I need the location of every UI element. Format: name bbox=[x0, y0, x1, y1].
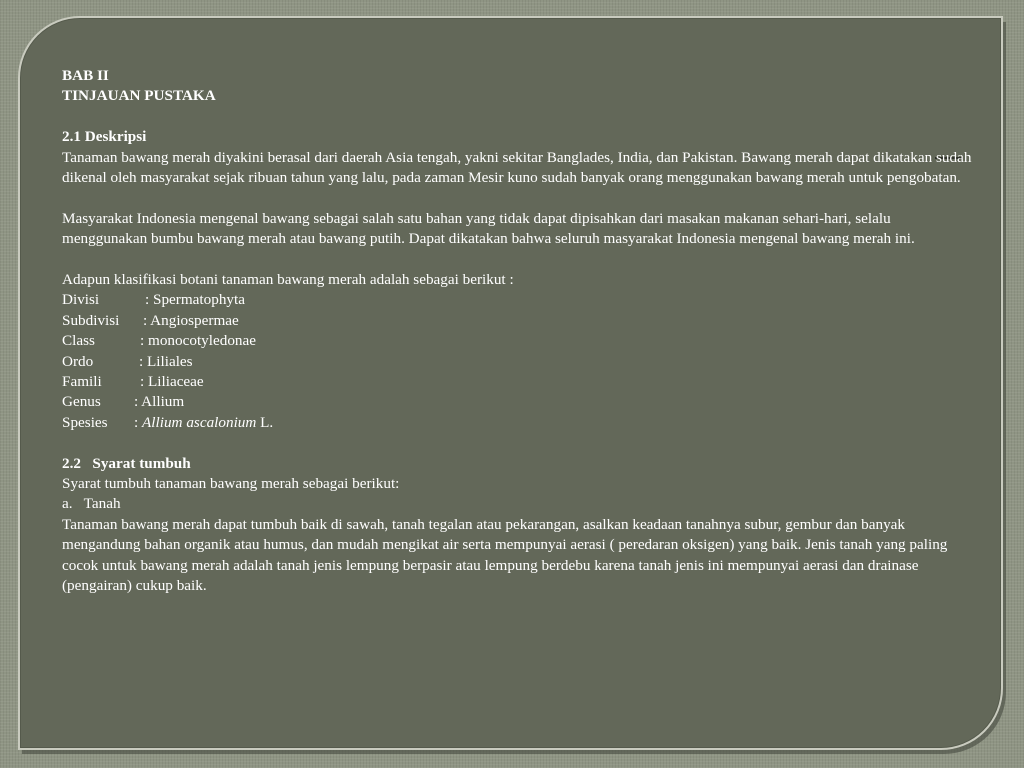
klasifikasi-label: Divisi bbox=[62, 291, 100, 309]
klasifikasi-row bbox=[62, 290, 972, 310]
spacer bbox=[62, 433, 972, 453]
spesies-name: Allium ascalonium bbox=[142, 413, 257, 431]
slide-content bbox=[62, 66, 972, 597]
klasifikasi-label: Genus bbox=[62, 393, 101, 411]
section-title-syarat: 2.2 Syarat tumbuh bbox=[62, 454, 191, 472]
klasifikasi-row bbox=[62, 352, 972, 372]
section-title-deskripsi: 2.1 Deskripsi bbox=[62, 128, 147, 146]
klasifikasi-row bbox=[62, 311, 972, 331]
klasifikasi-value: : Allium bbox=[134, 393, 185, 411]
klasifikasi-row bbox=[62, 331, 972, 351]
spacer bbox=[62, 107, 972, 127]
klasifikasi-label: Famili bbox=[62, 373, 102, 391]
spacer bbox=[62, 250, 972, 270]
spacer bbox=[62, 188, 972, 208]
chapter-title: TINJAUAN PUSTAKA bbox=[62, 87, 216, 105]
klasifikasi-label: Class bbox=[62, 332, 95, 350]
klasifikasi-label: Ordo bbox=[62, 352, 94, 370]
klasifikasi-value: : monocotyledonae bbox=[140, 332, 256, 350]
klasifikasi-value: : Spermatophyta bbox=[145, 291, 245, 309]
klasifikasi-value: : Liliaceae bbox=[140, 373, 204, 391]
klasifikasi-value: : Angiospermae bbox=[143, 311, 239, 329]
paragraph-tanah: Tanaman bawang merah dapat tumbuh baik di sawah, tanah tegalan atau pekarangan, asalkan keadaan tanahnya subur, gembur dan banyak mengandung bahan organik atau humus, dan mudah mengikat air serta mempunyai aerasi ( peredaran oksigen) yang baik. Jenis tanah yang paling cocok untuk bawang merah adalah tanah jenis lempung berpasir atau lempung berdebu karena tanah jenis ini mempunyai aerasi dan drainase (pengairan) cukup baik. bbox=[62, 515, 948, 595]
klasifikasi-row-spesies bbox=[62, 413, 972, 433]
paragraph-indonesia: Masyarakat Indonesia mengenal bawang sebagai salah satu bahan yang tidak dapat dipisahkan dari masakan makanan sehari-hari, selalu menggunakan bumbu bawang merah atau bawang putih. Dapat dikatakan bahwa seluruh masyarakat Indonesia mengenal bawang merah ini. bbox=[62, 209, 915, 248]
klasifikasi-value: : Liliales bbox=[139, 352, 193, 370]
klasifikasi-label: Subdivisi bbox=[62, 311, 120, 329]
syarat-intro: Syarat tumbuh tanaman bawang merah sebagai berikut: bbox=[62, 475, 400, 493]
chapter-label: BAB II bbox=[62, 67, 109, 84]
klasifikasi-intro: Adapun klasifikasi botani tanaman bawang merah adalah sebagai berikut : bbox=[62, 271, 514, 289]
klasifikasi-label: Spesies bbox=[62, 413, 108, 431]
spesies-suffix: L. bbox=[256, 413, 274, 431]
sub-heading-tanah: a. Tanah bbox=[62, 495, 121, 513]
klasifikasi-row bbox=[62, 372, 972, 392]
paragraph-origin: Tanaman bawang merah diyakini berasal dari daerah Asia tengah, yakni sekitar Banglades, India, dan Pakistan. Bawang merah dapat dikatakan sudah dikenal oleh masyarakat sejak ribuan tahun yang lalu, pada zaman Mesir kuno sudah banyak orang menggunakan bawang merah untuk pengobatan. bbox=[62, 148, 972, 187]
spesies-prefix: : bbox=[134, 413, 143, 431]
klasifikasi-row bbox=[62, 392, 972, 412]
